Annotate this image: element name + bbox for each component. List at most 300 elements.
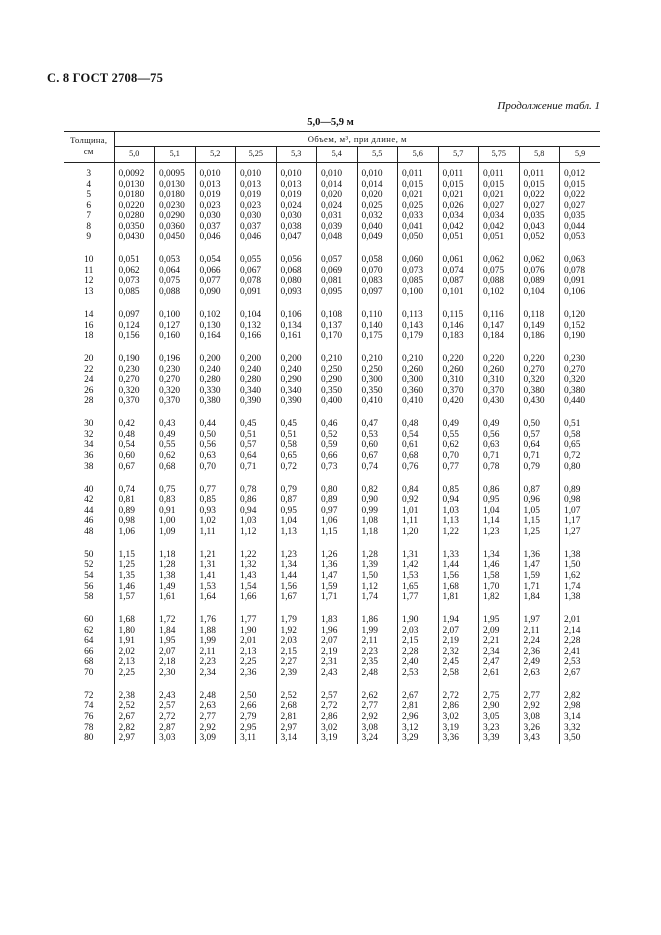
volume-cell: 2,95: [236, 723, 277, 734]
volume-cell: 0,021: [438, 190, 479, 201]
volume-cell: 1,95: [479, 615, 520, 626]
volume-cell: 0,020: [357, 190, 398, 201]
volume-cell: 0,0280: [114, 211, 155, 222]
volume-cell: 1,76: [195, 615, 236, 626]
volume-cell: 2,11: [195, 647, 236, 658]
volume-cell: 0,400: [317, 396, 358, 407]
volume-cell: 1,97: [519, 615, 560, 626]
table-row: [64, 550, 600, 561]
group-spacer-row: [64, 407, 600, 420]
volume-cell: 0,45: [236, 419, 277, 430]
spacer-cell: [438, 407, 479, 420]
thickness-cell: 78: [64, 723, 114, 734]
volume-cell: 2,07: [155, 647, 196, 658]
volume-cell: 0,0430: [114, 232, 155, 243]
volume-cell: 1,00: [155, 516, 196, 527]
length-header-cell: 5,8: [519, 147, 560, 163]
volume-cell: 0,57: [236, 440, 277, 451]
volume-cell: 0,350: [357, 386, 398, 397]
volume-cell: 0,370: [155, 396, 196, 407]
table-row: [64, 506, 600, 517]
table-row: [64, 592, 600, 603]
spacer-cell: [479, 298, 520, 311]
table-row: [64, 354, 600, 365]
length-header-cell: 5,7: [438, 147, 479, 163]
volume-cell: 1,04: [479, 506, 520, 517]
volume-cell: 1,54: [236, 582, 277, 593]
spacer-cell: [560, 342, 601, 355]
volume-cell: 0,85: [195, 495, 236, 506]
thickness-cell: 12: [64, 276, 114, 287]
volume-cell: 0,013: [276, 180, 317, 191]
volume-cell: 1,31: [398, 550, 439, 561]
volume-cell: 0,240: [195, 365, 236, 376]
volume-cell: 1,92: [276, 626, 317, 637]
spacer-cell: [276, 407, 317, 420]
volume-cell: 0,64: [519, 440, 560, 451]
volume-cell: 1,25: [114, 560, 155, 571]
volume-cell: 0,042: [479, 222, 520, 233]
volume-cell: 0,095: [317, 287, 358, 298]
volume-cell: 2,13: [114, 657, 155, 668]
volume-cell: 2,43: [155, 691, 196, 702]
volume-cell: 2,90: [479, 701, 520, 712]
table-row: [64, 396, 600, 407]
spacer-cell: [357, 342, 398, 355]
volume-cell: 2,72: [438, 691, 479, 702]
spacer-cell: [195, 678, 236, 691]
volume-cell: 0,130: [195, 321, 236, 332]
volume-cell: 1,18: [357, 527, 398, 538]
volume-cell: 0,240: [236, 365, 277, 376]
volume-cell: 0,320: [155, 386, 196, 397]
spacer-cell: [236, 407, 277, 420]
spacer-cell: [560, 678, 601, 691]
volume-cell: 0,068: [276, 266, 317, 277]
table-row: [64, 287, 600, 298]
spacer-cell: [236, 298, 277, 311]
volume-cell: 0,54: [398, 430, 439, 441]
volume-cell: 0,110: [357, 310, 398, 321]
thickness-cell: 6: [64, 201, 114, 212]
volume-cell: 1,04: [276, 516, 317, 527]
volume-cell: 2,53: [564, 657, 581, 668]
volume-cell: 0,190: [564, 331, 586, 342]
volume-cell: 0,64: [236, 451, 277, 462]
volume-cell: 2,01: [564, 615, 581, 626]
spacer-cell: [357, 603, 398, 616]
volume-cell: 0,260: [479, 365, 520, 376]
volume-cell: 0,77: [438, 462, 479, 473]
spacer-cell: [114, 537, 155, 550]
table-row: [64, 462, 600, 473]
volume-cell: 1,25: [519, 527, 560, 538]
volume-cell: 2,25: [114, 668, 155, 679]
volume-cell: 1,56: [276, 582, 317, 593]
volume-cell: 0,210: [357, 354, 398, 365]
volume-cell: 0,023: [236, 201, 277, 212]
volume-cell: 0,120: [564, 310, 586, 321]
volume-cell: 0,063: [564, 255, 586, 266]
volume-cell: 0,011: [479, 163, 520, 180]
table-row: [64, 163, 600, 180]
volume-cell: 0,014: [357, 180, 398, 191]
volume-cell: 0,390: [276, 396, 317, 407]
volume-cell: 1,68: [114, 615, 155, 626]
volume-cell: 2,63: [195, 701, 236, 712]
volume-cell: 2,79: [236, 712, 277, 723]
thickness-cell: 52: [64, 560, 114, 571]
volume-cell: 0,200: [195, 354, 236, 365]
volume-cell: 1,26: [317, 550, 358, 561]
volume-cell: 1,06: [317, 516, 358, 527]
volume-cell: 0,97: [317, 506, 358, 517]
volume-cell: 0,021: [398, 190, 439, 201]
volume-cell: 1,74: [357, 592, 398, 603]
volume-cell: 2,07: [317, 636, 358, 647]
table-row: [64, 331, 600, 342]
spacer-cell: [114, 342, 155, 355]
spacer-cell: [195, 243, 236, 256]
spacer-cell: [398, 342, 439, 355]
volume-cell: 0,230: [114, 365, 155, 376]
volume-cell: 1,23: [479, 527, 520, 538]
volume-cell: 1,53: [195, 582, 236, 593]
volume-cell: 0,230: [155, 365, 196, 376]
volume-cell: 0,113: [398, 310, 439, 321]
spacer-cell: [479, 243, 520, 256]
volume-cell: 0,055: [236, 255, 277, 266]
volume-cell: 0,0220: [114, 201, 155, 212]
spacer-cell: [479, 407, 520, 420]
thickness-cell: 24: [64, 375, 114, 386]
volume-cell: 0,196: [155, 354, 196, 365]
volume-cell: 0,230: [564, 354, 586, 365]
volume-cell: 0,052: [519, 232, 560, 243]
volume-cell: 0,134: [276, 321, 317, 332]
table-continuation-label: Продолжение табл. 1: [497, 100, 600, 112]
volume-cell: 1,13: [276, 527, 317, 538]
volume-cell: 2,11: [519, 626, 560, 637]
volume-cell: 2,72: [317, 701, 358, 712]
spacer-cell: [317, 298, 358, 311]
volume-cell: 2,66: [236, 701, 277, 712]
volume-cell: 2,92: [519, 701, 560, 712]
spacer-cell: [276, 537, 317, 550]
spacer-cell: [236, 537, 277, 550]
volume-cell: 0,260: [438, 365, 479, 376]
group-spacer-row: [64, 472, 600, 485]
volume-cell: 0,043: [519, 222, 560, 233]
volume-cell: 0,82: [357, 485, 398, 496]
volume-cell: 1,41: [195, 571, 236, 582]
volume-cell: 0,097: [357, 287, 398, 298]
volume-cell: 2,28: [564, 636, 581, 647]
volume-cell: 1,05: [519, 506, 560, 517]
volume-cell: 2,82: [114, 723, 155, 734]
volume-cell: 1,11: [398, 516, 439, 527]
volume-cell: 2,48: [357, 668, 398, 679]
spacer-cell: [398, 407, 439, 420]
volume-cell: 2,81: [398, 701, 439, 712]
volume-cell: 0,060: [398, 255, 439, 266]
volume-cell: 1,07: [564, 505, 581, 516]
thickness-cell: 68: [64, 657, 114, 668]
volume-cell: 0,101: [438, 287, 479, 298]
volume-cell: 2,68: [276, 701, 317, 712]
volume-cell: 0,73: [317, 462, 358, 473]
volume-cell: 1,12: [236, 527, 277, 538]
volume-cell: 1,67: [276, 592, 317, 603]
volume-cell: 0,63: [479, 440, 520, 451]
volume-cell: 3,02: [438, 712, 479, 723]
volume-cell: 2,87: [155, 723, 196, 734]
volume-cell: 1,47: [317, 571, 358, 582]
length-header-cell: 5,75: [479, 147, 520, 163]
volume-cell: 0,024: [317, 201, 358, 212]
spacer-cell: [195, 603, 236, 616]
volume-cell: 0,115: [438, 310, 479, 321]
volume-cell: 1,47: [519, 560, 560, 571]
spacer-cell: [64, 537, 114, 550]
volume-cell: 1,88: [195, 626, 236, 637]
spacer-cell: [114, 243, 155, 256]
volume-cell: 0,062: [519, 255, 560, 266]
volume-cell: 3,26: [519, 723, 560, 734]
volume-cell: 0,088: [155, 287, 196, 298]
thickness-cell: 8: [64, 222, 114, 233]
volume-cell: 2,67: [114, 712, 155, 723]
volume-cell: 1,71: [317, 592, 358, 603]
volume-cell: 1,21: [195, 550, 236, 561]
volume-cell: 0,013: [236, 180, 277, 191]
volume-cell: 0,175: [357, 331, 398, 342]
volume-cell: 0,71: [236, 462, 277, 473]
volume-cell: 0,74: [357, 462, 398, 473]
volume-cell: 0,80: [317, 485, 358, 496]
volume-cell: 2,81: [276, 712, 317, 723]
volume-cell: 2,47: [479, 657, 520, 668]
volume-cell: 2,15: [398, 636, 439, 647]
spacer-cell: [195, 342, 236, 355]
volume-cell: 0,250: [317, 365, 358, 376]
spacer-cell: [155, 472, 196, 485]
volume-cell: 2,38: [114, 691, 155, 702]
volume-cell: 0,85: [438, 485, 479, 496]
volume-cell: 0,260: [398, 365, 439, 376]
volume-cell: 0,58: [564, 429, 581, 440]
volume-cell: 2,53: [398, 668, 439, 679]
volume-cell: 0,68: [155, 462, 196, 473]
volume-cell: 0,83: [155, 495, 196, 506]
volume-cell: 0,143: [398, 321, 439, 332]
volume-cell: 0,220: [438, 354, 479, 365]
volume-cell: 1,42: [398, 560, 439, 571]
volume-cell: 0,70: [195, 462, 236, 473]
volume-cell: 1,59: [317, 582, 358, 593]
spacer-cell: [398, 678, 439, 691]
thickness-cell: 44: [64, 506, 114, 517]
volume-cell: 0,012: [564, 169, 586, 179]
volume-cell: 1,14: [479, 516, 520, 527]
volume-cell: 2,52: [114, 701, 155, 712]
volume-cell: 1,34: [479, 550, 520, 561]
volume-cell: 1,38: [564, 549, 581, 560]
volume-cell: 0,015: [519, 180, 560, 191]
volume-cell: 0,270: [519, 365, 560, 376]
volume-cell: 0,046: [236, 232, 277, 243]
spacer-cell: [438, 342, 479, 355]
volume-cell: 1,18: [155, 550, 196, 561]
thickness-cell: 58: [64, 592, 114, 603]
volume-cell: 2,34: [479, 647, 520, 658]
volume-cell: 3,03: [155, 733, 196, 744]
volume-cell: 0,102: [479, 287, 520, 298]
volume-cell: 0,053: [564, 232, 586, 243]
volume-cell: 0,67: [357, 451, 398, 462]
volume-cell: 3,08: [357, 723, 398, 734]
volume-cell: 0,65: [564, 440, 581, 451]
volume-cell: 0,093: [276, 287, 317, 298]
thickness-cell: 28: [64, 396, 114, 407]
volume-cell: 1,34: [276, 560, 317, 571]
volume-cell: 0,022: [564, 190, 586, 201]
volume-cell: 1,43: [236, 571, 277, 582]
volume-cell: 0,064: [155, 266, 196, 277]
volume-cell: 0,023: [195, 201, 236, 212]
spacer-cell: [114, 407, 155, 420]
thickness-cell: 30: [64, 419, 114, 430]
volume-cell: 1,15: [519, 516, 560, 527]
length-header-cell: 5,25: [236, 147, 277, 163]
volume-cell: 1,15: [317, 527, 358, 538]
volume-cell: 2,49: [519, 657, 560, 668]
length-header-row: [64, 147, 600, 163]
spacer-cell: [114, 298, 155, 311]
volume-cell: 0,091: [564, 276, 586, 287]
volume-cell: 3,12: [398, 723, 439, 734]
volume-cell: 1,99: [357, 626, 398, 637]
volume-cell: 0,380: [519, 386, 560, 397]
volume-cell: 1,82: [479, 592, 520, 603]
length-header-cell: 5,0: [114, 147, 155, 163]
volume-cell: 2,97: [276, 723, 317, 734]
group-spacer-row: [64, 298, 600, 311]
volume-cell: 0,380: [564, 385, 586, 396]
volume-cell: 0,100: [398, 287, 439, 298]
volume-cell: 1,08: [357, 516, 398, 527]
volume-cell: 0,51: [276, 430, 317, 441]
table-row: [64, 201, 600, 212]
volume-cell: 0,146: [438, 321, 479, 332]
volume-cell: 0,050: [398, 232, 439, 243]
volume-cell: 0,360: [398, 386, 439, 397]
volume-cell: 0,019: [195, 190, 236, 201]
volume-cell: 0,95: [276, 506, 317, 517]
volume-cell: 0,076: [519, 266, 560, 277]
volume-cell: 0,161: [276, 331, 317, 342]
volume-cell: 0,92: [398, 495, 439, 506]
volume-cell: 3,32: [564, 722, 581, 733]
volume-cell: 2,36: [236, 668, 277, 679]
spacer-cell: [236, 678, 277, 691]
spacer-cell: [155, 298, 196, 311]
volume-cell: 0,89: [114, 506, 155, 517]
thickness-cell: 40: [64, 485, 114, 496]
thickness-cell: 4: [64, 180, 114, 191]
volume-cell: 0,081: [317, 276, 358, 287]
spacer-cell: [155, 603, 196, 616]
thickness-cell: 56: [64, 582, 114, 593]
volume-cell: 0,99: [357, 506, 398, 517]
spacer-cell: [519, 342, 560, 355]
volume-cell: 0,300: [398, 375, 439, 386]
volume-cell: 2,23: [357, 647, 398, 658]
table-row: [64, 419, 600, 430]
spacer-cell: [155, 678, 196, 691]
volume-cell: 0,032: [357, 211, 398, 222]
volume-cell: 0,027: [479, 201, 520, 212]
spacer-cell: [519, 298, 560, 311]
volume-cell: 2,15: [276, 647, 317, 658]
volume-cell: 2,75: [479, 691, 520, 702]
volume-cell: 1,36: [519, 550, 560, 561]
spacer-cell: [64, 603, 114, 616]
volume-cell: 0,98: [114, 516, 155, 527]
spacer-cell: [64, 678, 114, 691]
thickness-cell: 50: [64, 550, 114, 561]
volume-cell: 0,156: [114, 331, 155, 342]
volume-cell: 0,073: [398, 266, 439, 277]
volume-cell: 1,44: [276, 571, 317, 582]
volume-cell: 1,22: [236, 550, 277, 561]
volume-cell: 0,054: [195, 255, 236, 266]
volume-cell: 0,60: [357, 440, 398, 451]
spacer-cell: [236, 342, 277, 355]
thickness-column-header: [64, 132, 114, 163]
volume-cell: 0,53: [357, 430, 398, 441]
table-row: [64, 626, 600, 637]
volume-cell: 0,011: [398, 163, 439, 180]
volume-cell: 2,09: [479, 626, 520, 637]
volume-cell: 3,50: [564, 733, 581, 744]
table-row: [64, 560, 600, 571]
table-row: [64, 232, 600, 243]
volume-cell: 1,03: [236, 516, 277, 527]
volume-cell: 0,50: [195, 430, 236, 441]
volume-cell: 3,23: [479, 723, 520, 734]
volume-cell: 0,066: [195, 266, 236, 277]
volume-cell: 0,011: [519, 163, 560, 180]
spacer-cell: [276, 342, 317, 355]
table-row: [64, 451, 600, 462]
volume-cell: 1,86: [357, 615, 398, 626]
spacer-cell: [155, 342, 196, 355]
volume-cell: 0,030: [276, 211, 317, 222]
volume-cell: 2,72: [155, 712, 196, 723]
volume-cell: 1,84: [155, 626, 196, 637]
table-row: [64, 430, 600, 441]
table-row: [64, 495, 600, 506]
spacer-cell: [560, 472, 601, 485]
volume-cell: 2,48: [195, 691, 236, 702]
volume-cell: 1,13: [438, 516, 479, 527]
volume-cell: 3,19: [317, 733, 358, 744]
table-row: [64, 485, 600, 496]
volume-cell: 0,051: [479, 232, 520, 243]
spacer-cell: [560, 603, 601, 616]
spacer-cell: [64, 243, 114, 256]
